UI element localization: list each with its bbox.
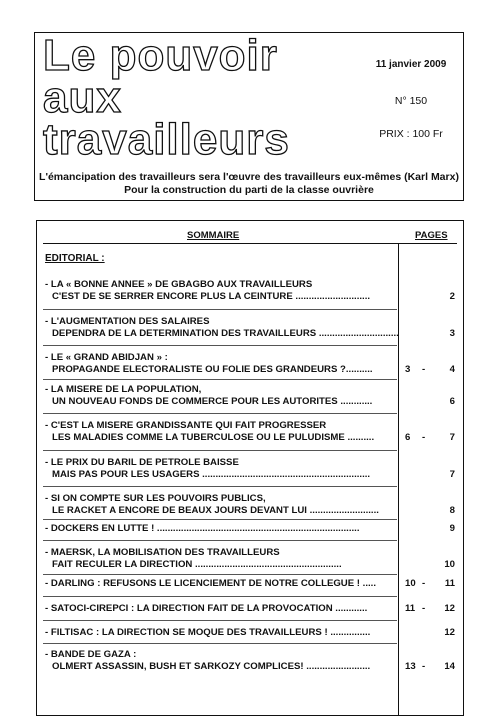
entry-separator xyxy=(43,309,397,310)
entry-line-1: - C'EST LA MISERE GRANDISSANTE QUI FAIT PROGRESSER xyxy=(45,420,327,431)
motto-line-1: L'émancipation des travailleurs sera l'œuvre des travailleurs eux-mêmes (Karl Marx) xyxy=(39,171,459,183)
header-divider xyxy=(43,243,457,244)
newspaper-logo xyxy=(43,31,343,164)
page-start: 13 xyxy=(405,661,416,672)
logo-line-2: aux xyxy=(43,73,122,122)
summary-entry xyxy=(45,493,394,517)
page-start: 3 xyxy=(405,364,411,375)
page-range-dash: - xyxy=(422,432,426,443)
summary-entry xyxy=(45,316,399,340)
summary-heading: SOMMAIRE xyxy=(187,230,240,241)
page-start: 6 xyxy=(405,432,411,443)
page-end: 9 xyxy=(449,523,455,534)
page-range-dash: - xyxy=(422,661,426,672)
page-end: 4 xyxy=(449,364,455,375)
entry-separator xyxy=(43,620,397,621)
summary-table xyxy=(36,220,464,716)
entry-line-2: LE RACKET A ENCORE DE BEAUX JOURS DEVANT LUI .......................... xyxy=(52,505,379,516)
issue-number: N° 150 xyxy=(394,95,428,107)
pages-heading: PAGES xyxy=(415,230,448,241)
entry-line-2: FAIT RECULER LA DIRECTION ....................................................... xyxy=(52,559,342,570)
logo-line-1: Le pouvoir xyxy=(43,31,278,80)
entry-separator xyxy=(43,379,397,380)
entry-line-2: OLMERT ASSASSIN, BUSH ET SARKOZY COMPLICES! ........................ xyxy=(52,661,371,672)
entry-line-1: - MAERSK, LA MOBILISATION DES TRAVAILLEURS xyxy=(45,547,280,558)
entry-line-1: - L'AUGMENTATION DES SALAIRES xyxy=(45,316,210,327)
page-end: 3 xyxy=(449,328,455,339)
entry-separator xyxy=(43,519,397,520)
page-end: 12 xyxy=(444,603,455,614)
page-start: 11 xyxy=(405,603,416,614)
page-range-dash: - xyxy=(422,578,426,589)
issue-price: PRIX : 100 Fr xyxy=(379,128,443,140)
entry-line-2: DEPENDRA DE LA DETERMINATION DES TRAVAILLEURS .............................. xyxy=(52,328,399,339)
summary-entry xyxy=(45,649,394,673)
summary-entry xyxy=(45,603,394,615)
page-end: 11 xyxy=(444,578,455,589)
page-end: 14 xyxy=(444,661,455,672)
summary-entry xyxy=(45,352,394,376)
entry-line-1: - LA « BONNE ANNEE » DE GBAGBO AUX TRAVAILLEURS xyxy=(45,279,313,290)
summary-entry xyxy=(45,627,394,639)
pages-column-divider xyxy=(398,243,399,715)
entry-line-2: UN NOUVEAU FONDS DE COMMERCE POUR LES AUTORITES ............ xyxy=(52,396,373,407)
entry-line-2: C'EST DE SE SERRER ENCORE PLUS LA CEINTURE ............................ xyxy=(52,291,371,302)
entry-separator xyxy=(43,596,397,597)
entry-separator xyxy=(43,345,397,346)
issue-date: 11 janvier 2009 xyxy=(375,59,447,70)
page-end: 7 xyxy=(449,469,455,480)
entry-line-1: - LE PRIX DU BARIL DE PETROLE BAISSE xyxy=(45,457,239,468)
page-start: 10 xyxy=(405,578,416,589)
page-end: 2 xyxy=(449,291,455,302)
summary-entry xyxy=(45,279,394,303)
masthead xyxy=(34,32,464,201)
summary-entry xyxy=(45,523,394,535)
summary-entry xyxy=(45,420,394,444)
summary-entry xyxy=(45,547,394,571)
entry-separator xyxy=(43,486,397,487)
entry-line-2: PROPAGANDE ELECTORALISTE OU FOLIE DES GRANDEURS ?.......... xyxy=(52,364,373,375)
summary-entry xyxy=(45,457,394,481)
entry-line-1: - DOCKERS EN LUTTE ! ............................................................................ xyxy=(45,523,360,534)
entry-separator xyxy=(43,643,397,644)
entry-line-1: - SATOCI-CIREPCI : LA DIRECTION FAIT DE LA PROVOCATION ............ xyxy=(45,603,368,614)
entry-separator xyxy=(43,540,397,541)
page-end: 6 xyxy=(449,396,455,407)
entry-separator xyxy=(43,450,397,451)
entry-line-1: - FILTISAC : LA DIRECTION SE MOQUE DES TRAVAILLEURS ! ............... xyxy=(45,627,371,638)
entry-line-1: - BANDE DE GAZA : xyxy=(45,649,137,660)
entry-separator xyxy=(43,413,397,414)
page-end: 7 xyxy=(449,432,455,443)
page-end: 10 xyxy=(444,559,455,570)
entry-line-2: MAIS PAS POUR LES USAGERS ............................................................... xyxy=(52,469,371,480)
editorial-label: EDITORIAL : xyxy=(45,253,105,264)
entry-separator xyxy=(43,574,397,575)
page-range-dash: - xyxy=(422,364,426,375)
entry-line-1: - DARLING : REFUSONS LE LICENCIEMENT DE NOTRE COLLEGUE ! ..... xyxy=(45,578,376,589)
page-end: 8 xyxy=(449,505,455,516)
entry-line-1: - LE « GRAND ABIDJAN » : xyxy=(45,352,168,363)
entry-line-1: - SI ON COMPTE SUR LES POUVOIRS PUBLICS, xyxy=(45,493,266,504)
motto-line-2: Pour la construction du parti de la classe ouvrière xyxy=(124,184,374,196)
entry-line-1: - LA MISERE DE LA POPULATION, xyxy=(45,384,202,395)
summary-entry xyxy=(45,578,394,590)
entry-line-2: LES MALADIES COMME LA TUBERCULOSE OU LE PULUDISME .......... xyxy=(52,432,375,443)
summary-entry xyxy=(45,384,394,408)
page-end: 12 xyxy=(444,627,455,638)
logo-line-3: travailleurs xyxy=(43,115,290,164)
page-range-dash: - xyxy=(422,603,426,614)
